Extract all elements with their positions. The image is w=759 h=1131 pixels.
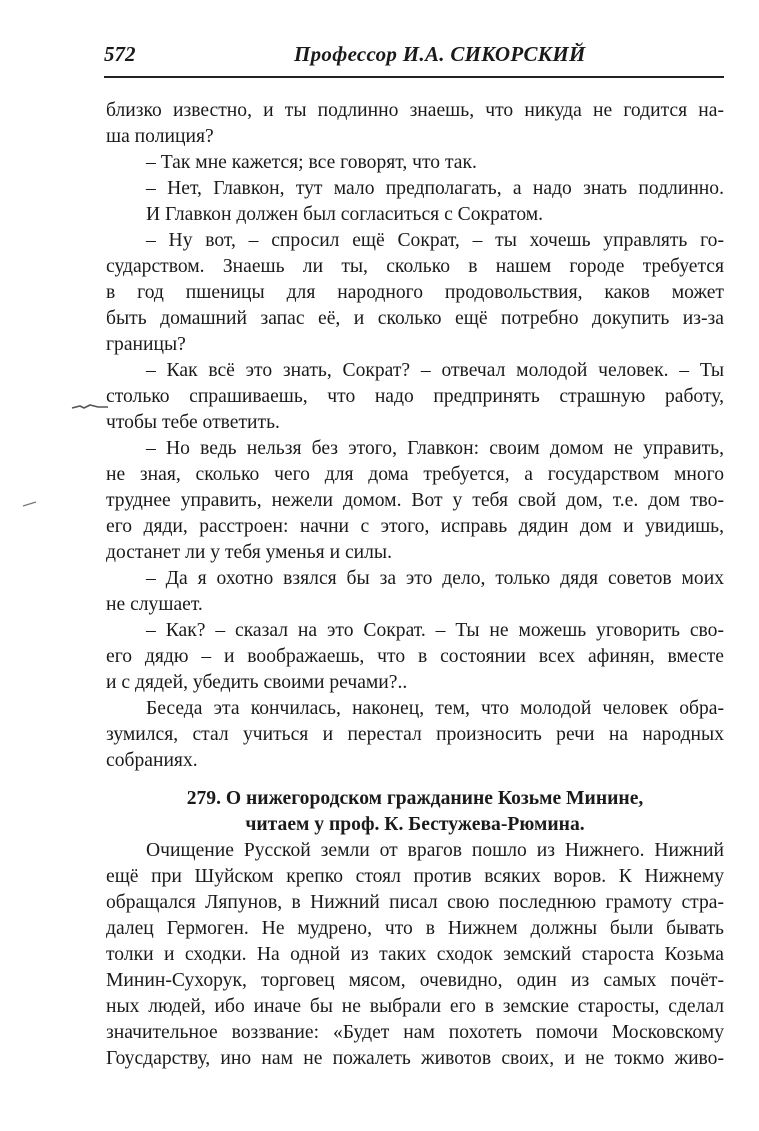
- text-line: и с дядей, убедить своими речами?..: [106, 672, 408, 693]
- text-line: не слушает.: [106, 594, 203, 615]
- text-line: сударством. Знаешь ли ты, сколько в нашем городе требуется: [106, 256, 724, 277]
- text-line: – Нет, Главкон, тут мало предполагать, а надо знать подлинно.: [146, 178, 724, 199]
- text-line: – Как? – сказал на это Сократ. – Ты не можешь уговорить сво-: [146, 620, 724, 641]
- pencil-margin-tick: [22, 500, 38, 508]
- text-line: ша полиция?: [106, 126, 214, 147]
- text-line: не зная, сколько чего для дома требуется, а государством много: [106, 464, 724, 485]
- text-line: близко известно, и ты подлинно знаешь, что никуда не годится на-: [106, 100, 724, 121]
- running-title: Профессор И.А. СИКОРСКИЙ: [294, 42, 586, 66]
- text-line: в год пшеницы для народного продовольствия, каков может: [106, 282, 724, 303]
- text-line: Беседа эта кончилась, наконец, тем, что молодой человек обра-: [146, 698, 724, 719]
- section-heading-line-1: 279. О нижегородском гражданине Козьме Минине,: [186, 788, 644, 809]
- text-line: толки и сходки. На одной из таких сходок земский староста Козьма: [106, 944, 724, 965]
- page-number: 572: [104, 42, 136, 66]
- text-line: – Ну вот, – спросил ещё Сократ, – ты хочешь управлять го-: [146, 230, 724, 251]
- text-line: чтобы тебе ответить.: [106, 412, 280, 433]
- text-line: его дяди, расстроен: начни с этого, исправь дядин дом и увидишь,: [106, 516, 724, 537]
- text-line: ещё при Шуйском крепко стоял против всяких воров. К Нижнему: [106, 866, 724, 887]
- text-line: достанет ли у тебя уменья и силы.: [106, 542, 392, 563]
- page-header: [104, 40, 726, 74]
- text-line: его дядю – и воображаешь, что в состоянии всех афинян, вместе: [106, 646, 724, 667]
- section-heading-line-2: читаем у проф. К. Бестужева-Рюмина.: [245, 814, 585, 835]
- text-line: ных людей, ибо иначе бы не выбрали его в земские старосты, сделал: [106, 996, 724, 1017]
- text-line: – Как всё это знать, Сократ? – отвечал молодой человек. – Ты: [146, 360, 724, 381]
- text-line: Очищение Русской земли от врагов пошло из Нижнего. Нижний: [146, 840, 724, 861]
- text-line: – Так мне кажется; все говорят, что так.: [146, 152, 477, 173]
- header-rule: [104, 76, 724, 78]
- text-line: быть домашний запас её, и сколько ещё потребно докупить из-за: [106, 308, 724, 329]
- text-line: – Но ведь нельзя без этого, Главкон: своим домом не управить,: [146, 438, 724, 459]
- text-line: Минин-Сухорук, торговец мясом, очевидно, один из самых почёт-: [106, 970, 724, 991]
- text-line: значительное воззвание: «Будет нам похотеть помочи Московскому: [106, 1022, 724, 1043]
- text-line: – Да я охотно взялся бы за это дело, только дядя советов моих: [146, 568, 724, 589]
- text-line: далец Гермоген. Не мудрено, что в Нижнем должны были бывать: [106, 918, 724, 939]
- text-line: границы?: [106, 334, 186, 355]
- text-line: обращался Ляпунов, в Нижний писал свою последнюю грамоту стра-: [106, 892, 724, 913]
- text-line: И Главкон должен был согласиться с Сократом.: [146, 204, 544, 225]
- pencil-margin-mark: [70, 402, 110, 412]
- text-line: столько спрашиваешь, что надо предпринять страшную работу,: [106, 386, 724, 407]
- text-line: Гоусдарству, ино нам не пожалеть животов своих, и не токмо живо-: [106, 1048, 724, 1069]
- text-line: труднее управить, нежели домом. Вот у тебя свой дом, т.е. дом тво-: [106, 490, 724, 511]
- text-line: собраниях.: [106, 750, 198, 771]
- text-line: зумился, стал учиться и перестал произносить речи на народных: [106, 724, 724, 745]
